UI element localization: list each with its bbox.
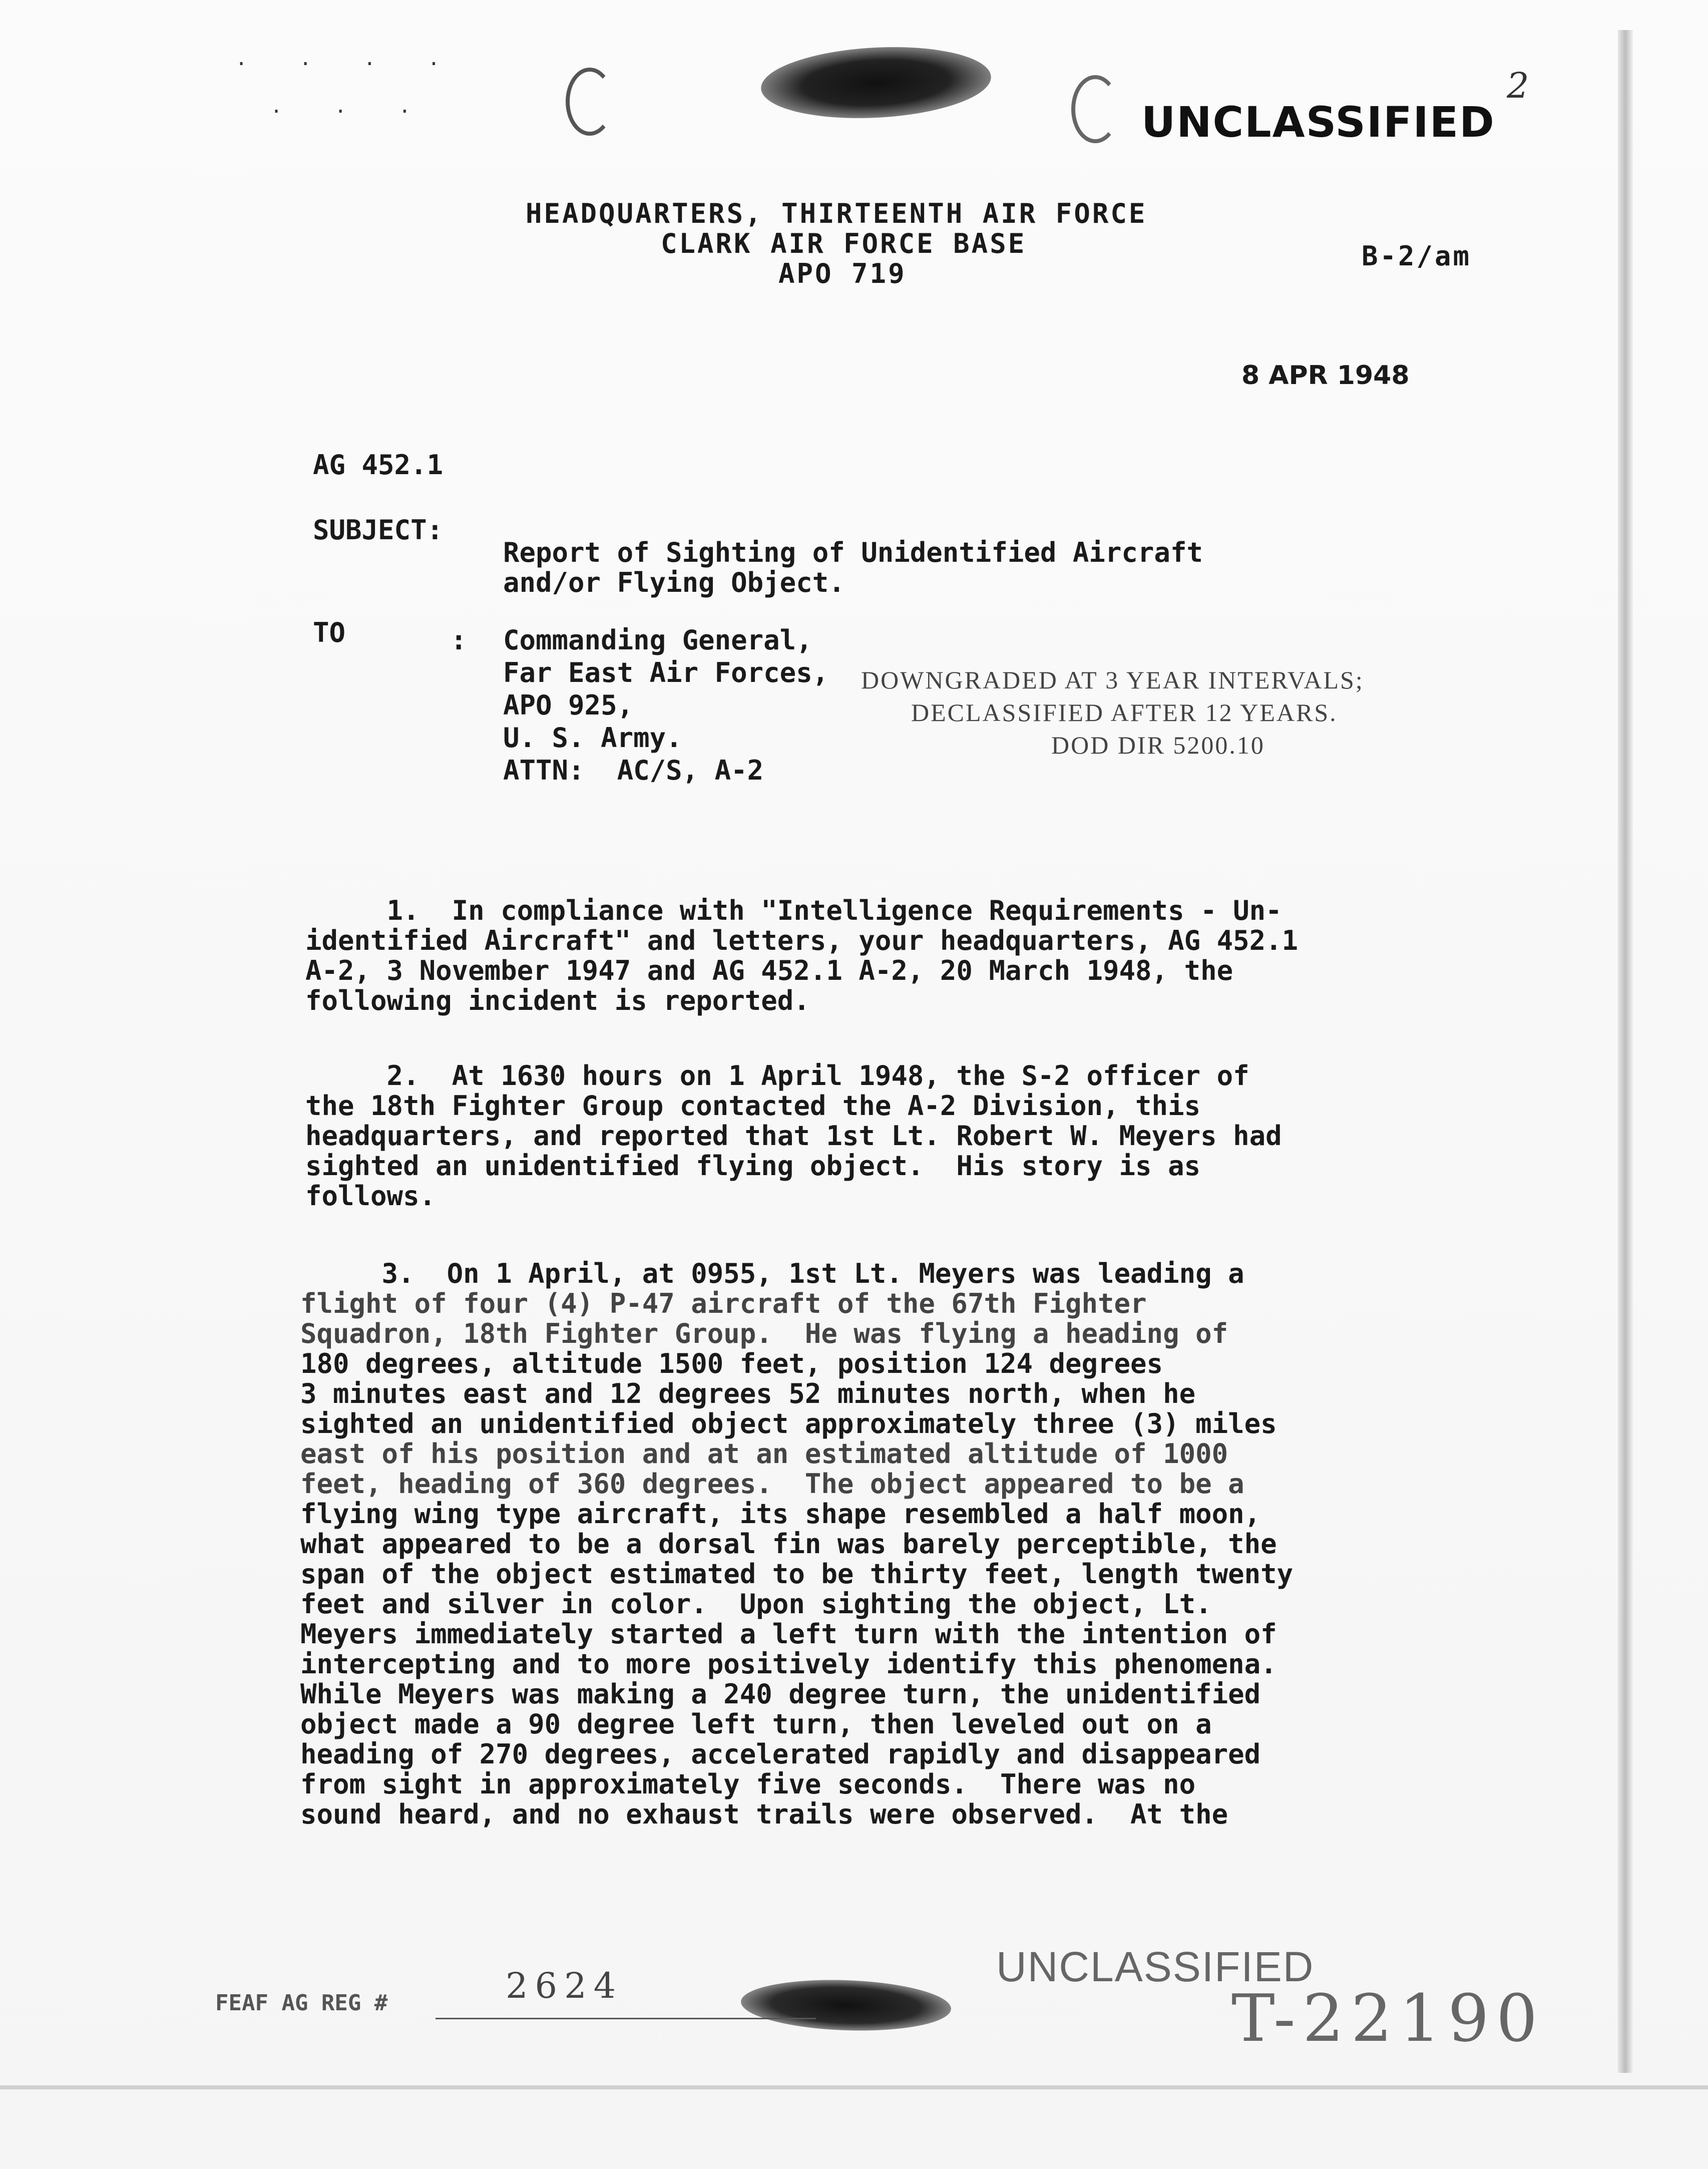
document-serial-number: T-22190 (1231, 1980, 1545, 2056)
classification-stamp-bottom: UNCLASSIFIED (996, 1943, 1315, 1990)
paragraph-line: the 18th Fighter Group contacted the A-2 Division, this (305, 1090, 1201, 1122)
paragraph-line: feet, heading of 360 degrees. The object appeared to be a (300, 1468, 1244, 1500)
paragraph-line: identified Aircraft" and letters, your headquarters, AG 452.1 (305, 925, 1299, 956)
subject-label: SUBJECT: (313, 514, 444, 546)
paragraph-line: flying wing type aircraft, its shape resembled a half moon, (300, 1498, 1261, 1530)
addressee-line: Commanding General, (503, 624, 812, 656)
punch-hole-mark (566, 68, 614, 136)
scan-specks: · · · · (235, 53, 460, 76)
header-line-1: HEADQUARTERS, THIRTEENTH AIR FORCE (526, 198, 1147, 229)
paragraph-line: 180 degrees, altitude 1500 feet, position 124 degrees (300, 1348, 1163, 1379)
page-bottom-edge (0, 2085, 1708, 2089)
paragraph-line: A-2, 3 November 1947 and AG 452.1 A-2, 20 March 1948, the (305, 955, 1233, 986)
paragraph-line: heading of 270 degrees, accelerated rapidly and disappeared (300, 1738, 1261, 1770)
paragraph-line: flight of four (4) P-47 aircraft of the 67th Fighter (300, 1288, 1147, 1319)
paragraph-line: object made a 90 degree left turn, then leveled out on a (300, 1708, 1212, 1740)
date-stamp: 8 APR 1948 (1241, 360, 1410, 391)
downgrade-stamp-line: DECLASSIFIED AFTER 12 YEARS. (911, 698, 1338, 727)
paragraph-line: east of his position and at an estimated altitude of 1000 (300, 1438, 1228, 1470)
registration-number: 2624 (506, 1965, 623, 2006)
subject-line: and/or Flying Object. (503, 567, 845, 598)
reference-code: B-2/am (1362, 240, 1472, 272)
registration-underline (436, 2018, 816, 2019)
redaction-smear-top (759, 42, 993, 124)
redaction-smear-bottom (740, 1977, 952, 2034)
punch-hole-mark (1071, 75, 1119, 143)
registration-label: FEAF AG REG # (215, 1990, 388, 2016)
to-colon: : (451, 624, 467, 656)
paragraph-line: following incident is reported. (305, 985, 810, 1016)
paragraph-line: feet and silver in color. Upon sighting the object, Lt. (300, 1588, 1212, 1620)
paragraph-line: what appeared to be a dorsal fin was barely perceptible, the (300, 1528, 1277, 1560)
paragraph-line: headquarters, and reported that 1st Lt. Robert W. Meyers had (305, 1120, 1282, 1152)
paragraph-line: Squadron, 18th Fighter Group. He was flying a heading of (300, 1318, 1228, 1349)
addressee-line: ATTN: AC/S, A-2 (503, 755, 764, 786)
addressee-line: Far East Air Forces, (503, 657, 829, 688)
paragraph-line: intercepting and to more positively identify this phenomena. (300, 1648, 1277, 1680)
subject-line: Report of Sighting of Unidentified Aircraft (503, 537, 1203, 568)
paragraph-line: sighted an unidentified object approximately three (3) miles (300, 1408, 1277, 1439)
scan-specks: · · · (270, 100, 431, 123)
to-label: TO (313, 617, 346, 648)
file-reference: AG 452.1 (313, 449, 444, 481)
downgrade-stamp-line: DOD DIR 5200.10 (1051, 731, 1265, 759)
header-line-3: APO 719 (778, 258, 907, 289)
classification-stamp-top: UNCLASSIFIED (1141, 98, 1495, 147)
page-edge-shadow (1618, 30, 1633, 2073)
addressee-line: U. S. Army. (503, 722, 682, 754)
addressee-line: APO 925, (503, 689, 634, 721)
paragraph-line: 3 minutes east and 12 degrees 52 minutes north, when he (300, 1378, 1196, 1409)
paragraph-line: 1. In compliance with "Intelligence Requirements - Un- (305, 895, 1282, 926)
header-line-2: CLARK AIR FORCE BASE (661, 228, 1027, 259)
handwritten-page-mark: 2 (1507, 65, 1529, 106)
paragraph-line: 3. On 1 April, at 0955, 1st Lt. Meyers was leading a (300, 1258, 1244, 1289)
paragraph-line: 2. At 1630 hours on 1 April 1948, the S-2 officer of (305, 1060, 1249, 1092)
downgrade-stamp-line: DOWNGRADED AT 3 YEAR INTERVALS; (861, 666, 1364, 694)
paragraph-line: sighted an unidentified flying object. His story is as (305, 1150, 1201, 1182)
paragraph-line: sound heard, and no exhaust trails were observed. At the (300, 1798, 1228, 1830)
paragraph-line: follows. (305, 1180, 436, 1212)
paragraph-line: While Meyers was making a 240 degree turn, the unidentified (300, 1678, 1261, 1710)
paragraph-line: span of the object estimated to be thirty feet, length twenty (300, 1558, 1294, 1590)
paragraph-line: Meyers immediately started a left turn with the intention of (300, 1618, 1277, 1650)
paragraph-line: from sight in approximately five seconds. There was no (300, 1768, 1196, 1800)
